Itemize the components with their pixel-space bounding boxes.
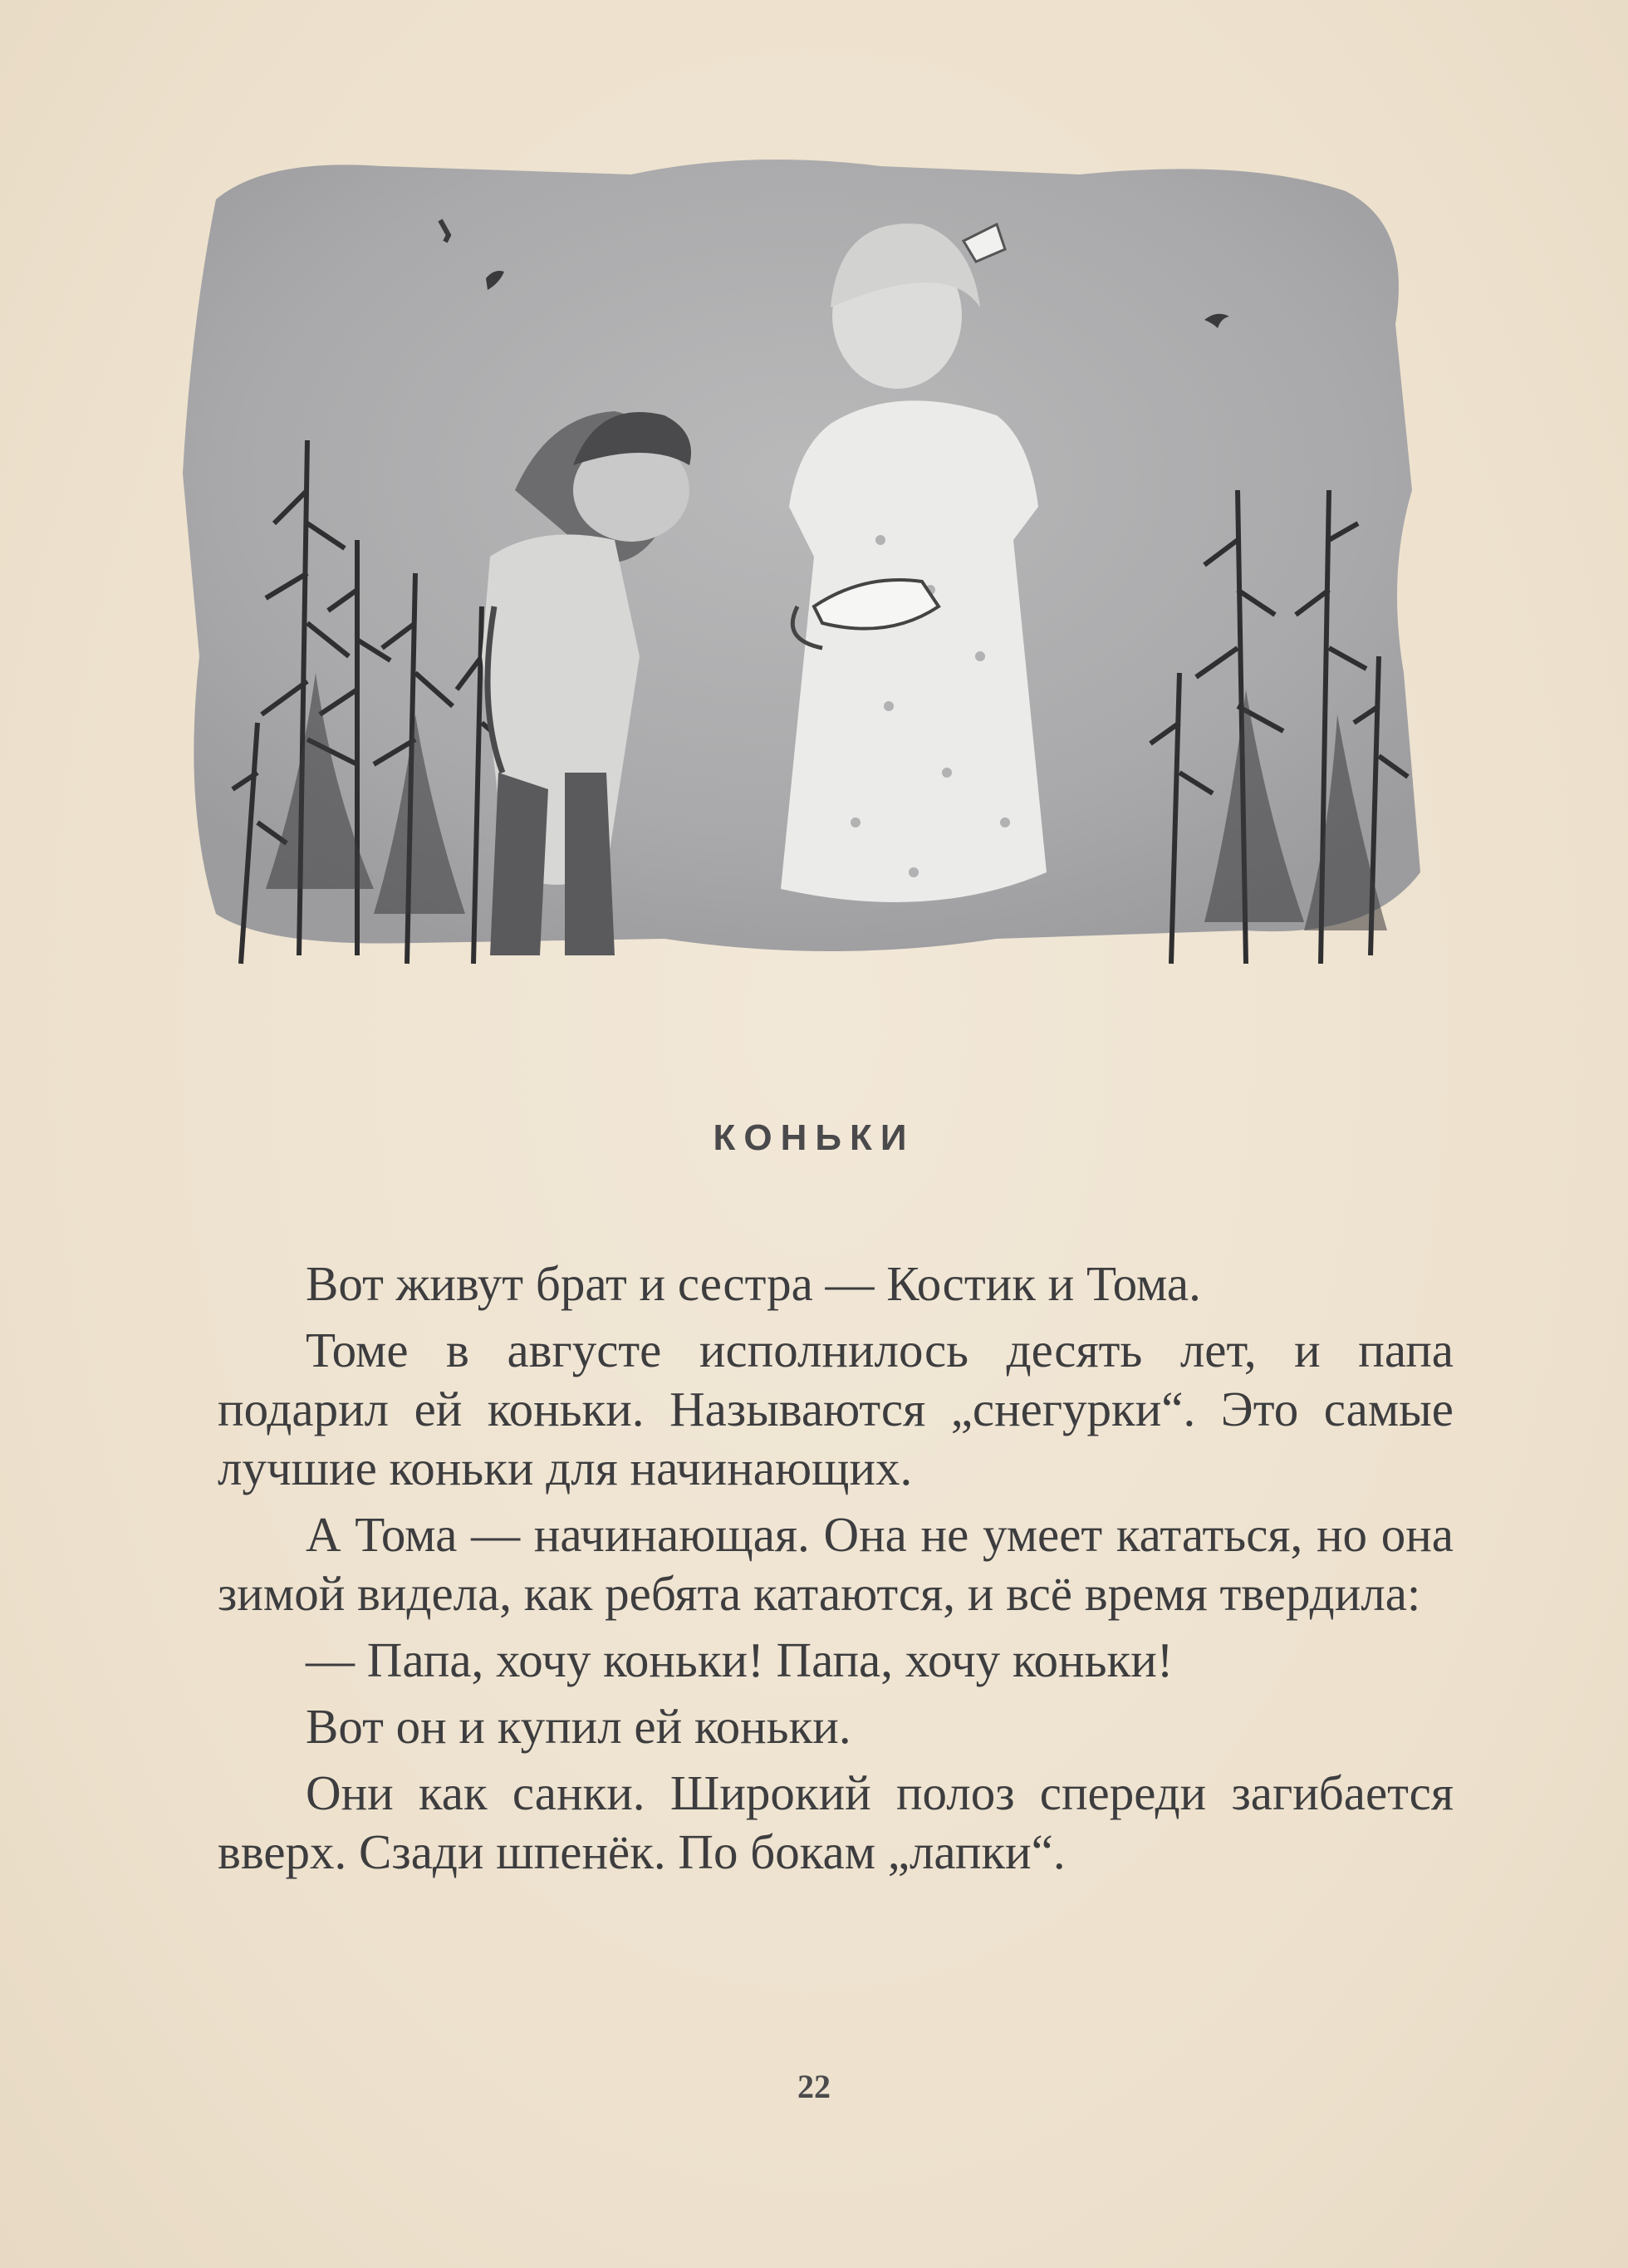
paragraph: Вот он и купил ей коньки. — [306, 1699, 851, 1754]
paragraph: Вот живут брат и сестра — Костик и Тома. — [306, 1256, 1201, 1311]
paragraph: А Тома — начинающая. Она не умеет кататься, но она зимой видела, как ребята катаются, и всё время твердила: — [218, 1507, 1454, 1621]
illustration-boy-and-girl — [166, 141, 1462, 989]
story-text — [218, 1254, 1454, 1889]
page-number: 22 — [797, 2068, 831, 2105]
paragraph: — Папа, хочу коньки! Папа, хочу коньки! — [306, 1632, 1174, 1687]
paragraph: Они как санки. Широкий полоз спереди загибается вверх. Сзади шпенёк. По бокам „лапки“. — [218, 1765, 1454, 1879]
illustration-svg — [166, 141, 1462, 989]
chapter-title: КОНЬКИ — [713, 1117, 915, 1158]
paragraph: Томе в августе исполнилось десять лет, и папа подарил ей коньки. Называются „снегурки“. Это самые лучшие коньки для начинающих. — [218, 1323, 1454, 1495]
